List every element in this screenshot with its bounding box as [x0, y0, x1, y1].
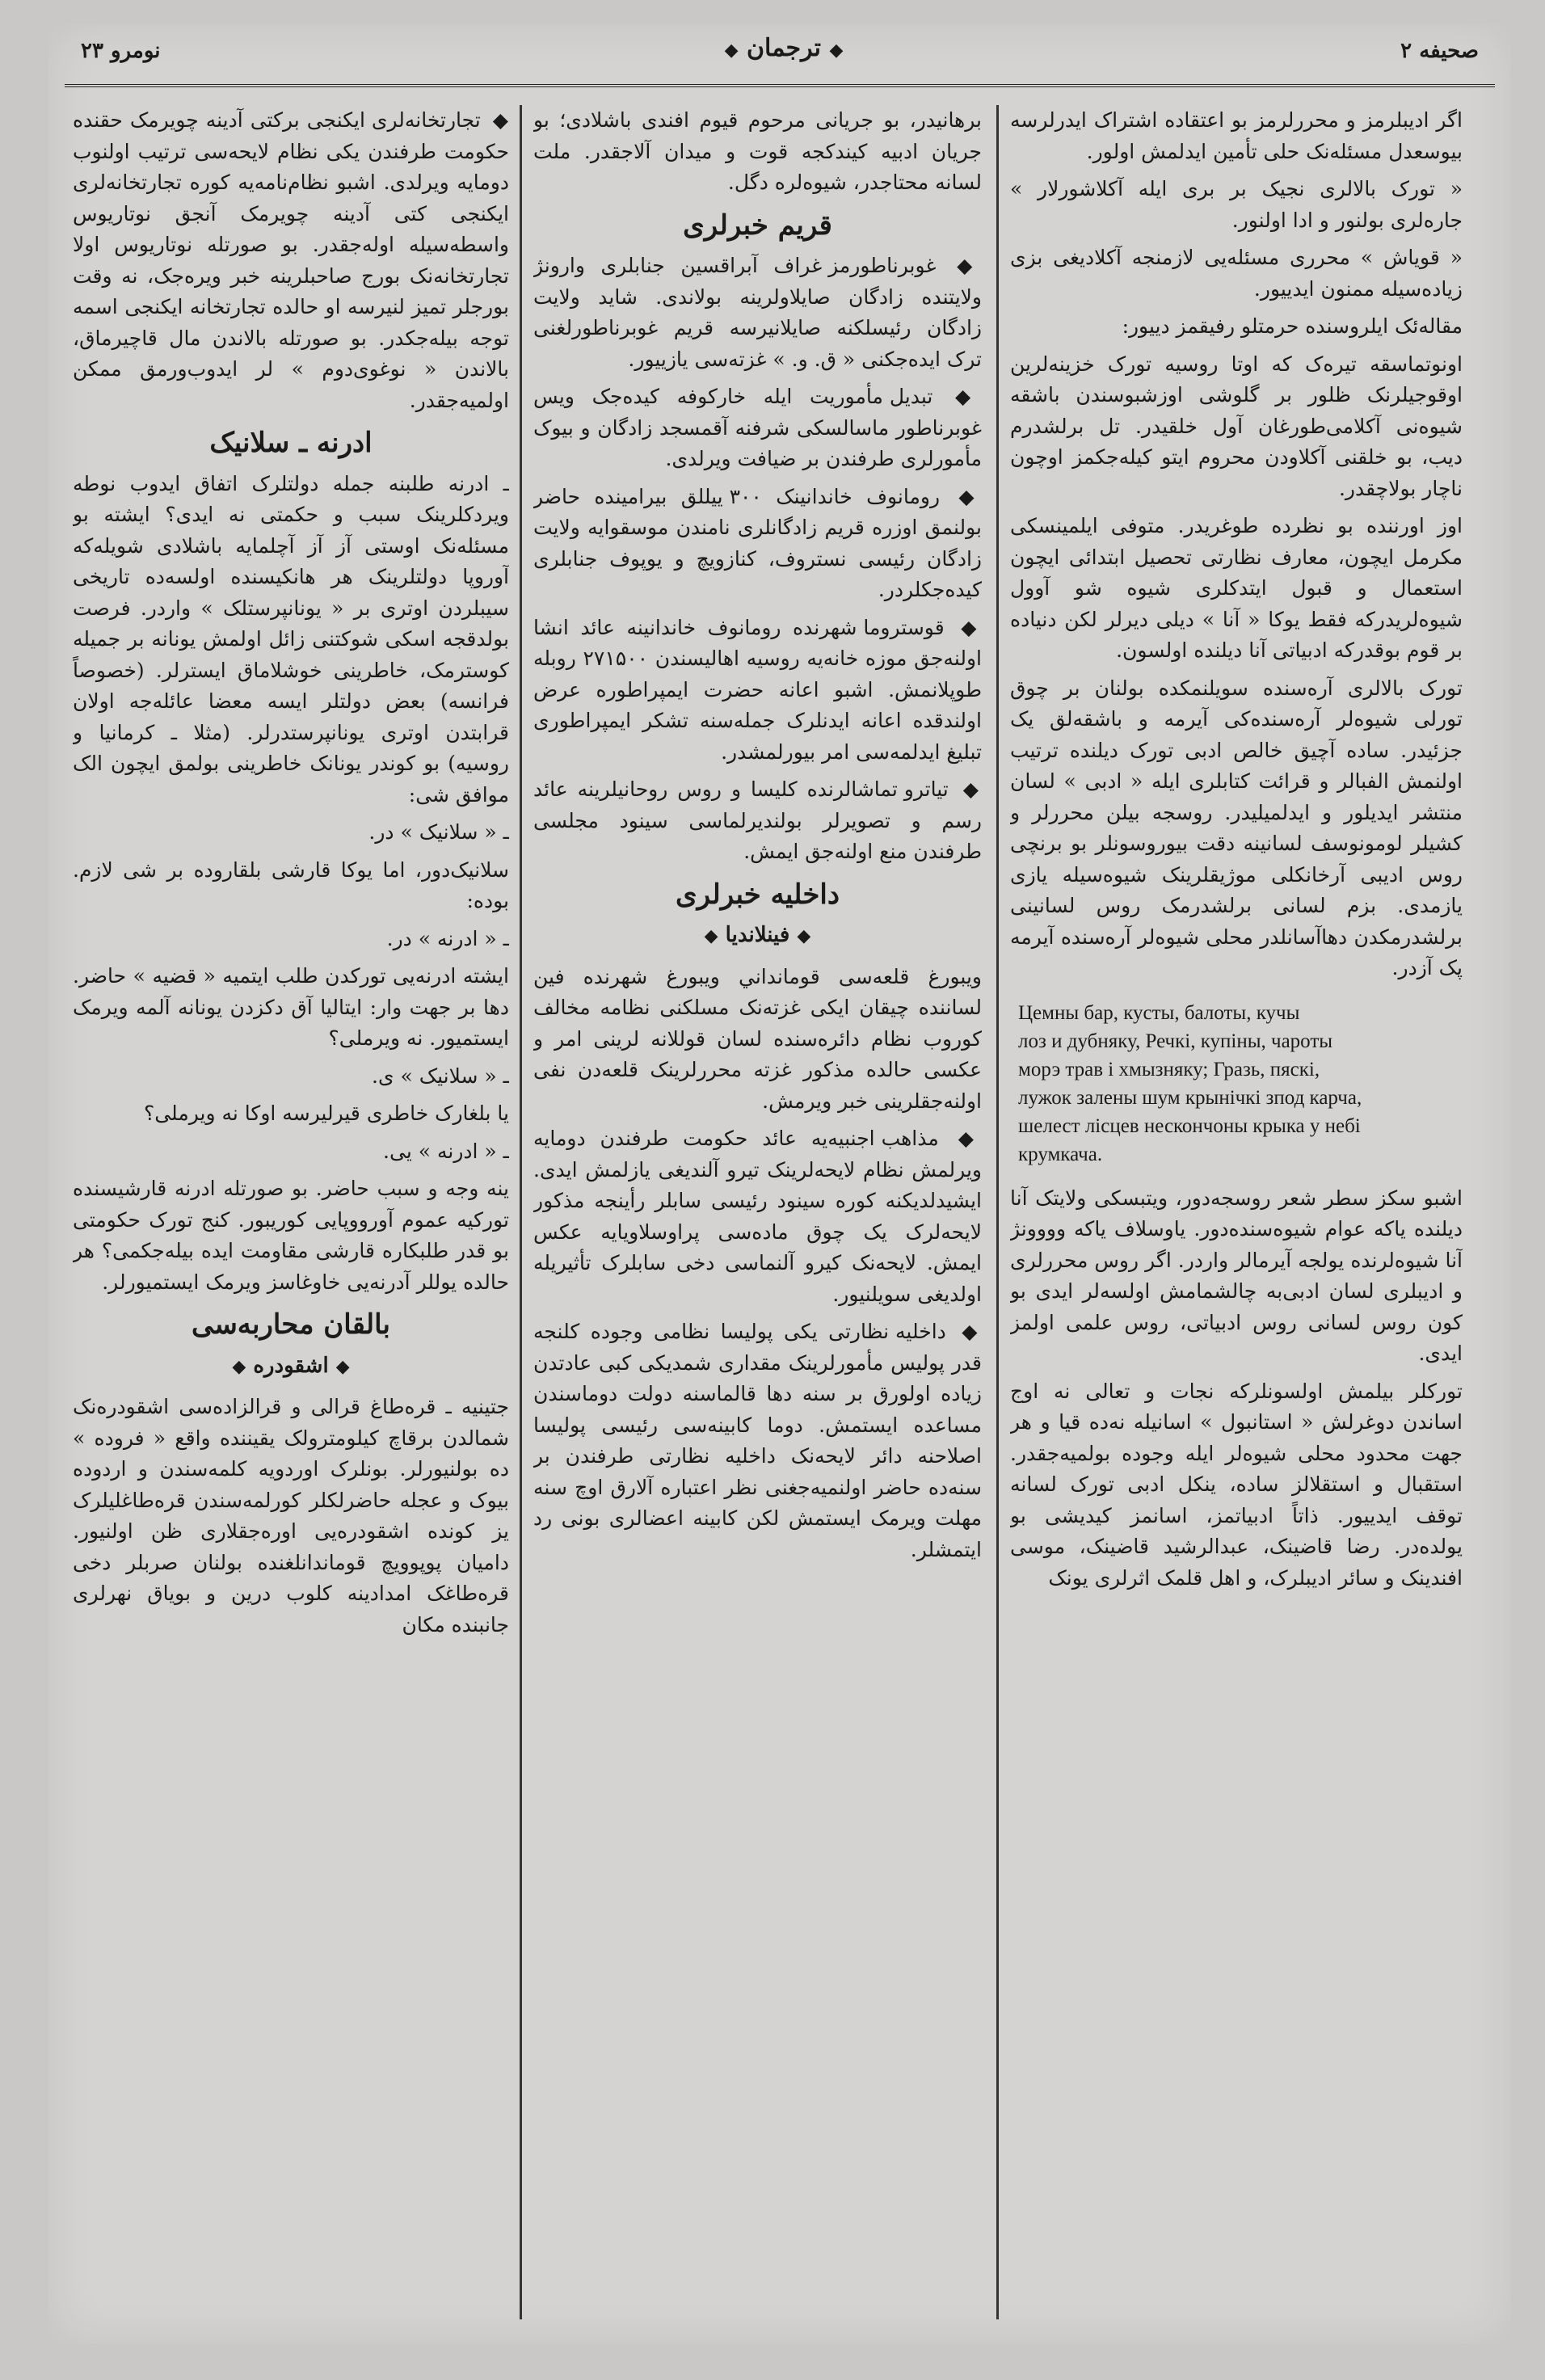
issue-number: نومرو ۲۳ [81, 39, 161, 63]
ornament-icon: ◆ [797, 925, 811, 946]
subheading-text: اشقودره [253, 1353, 329, 1378]
article-paragraph: « تورک بالالری نجیک بر بری ایله آکلاشورلار » جاره‌لری بولنور و ادا اولنور. [1010, 177, 1463, 232]
section-heading-domestic: داخلیه خبرلری [676, 878, 840, 911]
ornament-icon: ◆ [335, 1355, 350, 1377]
article-paragraph: تورک بالالری آره‌سنده سویلنمکده بولنان بر چوق تورلی شیوه‌لر آره‌سنده‌کی آیرمه و باشقه‌لق یک جزئیدر. ساده آچیق خالص ادبی تورک دیلنده ترتیب اولنمش الفبالر و قرائت کتابلری ایله « ادبی » لسان منتشر ایدیلور و ایدلمیلیدر. روسجه بیلن محررلر و کشیلر لومونوسف لسانینه دقت بیوروسونلر بو برنچی روس ادیبی آرخانکلی موژیقلرینک شیوه‌سیله یازی یازمدی. بزم لسانی برلشدرمک روس لسانینی برلشدرمکدن دهاآسانلدر محلی شیوه‌لر آره‌سنده آیرمه پک آزدر. [1010, 676, 1463, 979]
diamond-bullet-icon: ◆ [961, 615, 982, 639]
poem-line: лоз и дубняку, Речкi, купiны, чароты [1018, 1030, 1333, 1052]
news-text: غوبرناطورمز غراف آبراقسین جنابلری وارونژ ولایتنده زادگان صایلاولرینه بولاندی. شاید ولایت زادگان رئیسلکنه صایلانیرسه قریم غوبرناطورلغنی ترک ایده‌جکنی « ق. و. » غزته‌سی یازییور. [533, 254, 982, 371]
diamond-bullet-icon: ◆ [962, 777, 982, 801]
newspaper-page [48, 24, 1511, 2344]
diamond-bullet-icon: ◆ [958, 1127, 982, 1150]
subheading-scutari [73, 1350, 509, 1383]
news-item [533, 1316, 982, 1565]
header-rule [65, 84, 1495, 87]
article-paragraph: ایشته ادرنه‌یی تورکدن طلب ایتمیه « قضیه » حاضر. دها بر جهت وار: ایتالیا آق دکزدن یونانه آلمه ویرمک ایستمیور. نه ویرملی؟ [73, 964, 509, 1050]
ornament-icon: ◆ [724, 40, 739, 61]
news-item [533, 774, 982, 868]
article-paragraph: اوز اورننده بو نظرده طوغریدر. متوفی ایلمینسکی مکرمل ایچون، معارف نظارتی تحصیل ابتدائی ایچون استعمال و قبول ایتدکلری شیوه شو آوول شیوه‌لریدرکه فقط یوکا « آنا » دیلی دیرلر لکن دنیاده بر قوم بوقدرکه ادبیاتی آنا دیلنده اولسون. [1010, 514, 1463, 662]
article-paragraph: ویبورغ قلعه‌سی قومانداني ویبورغ شهرنده فین لساننده چیقان ایکی غزته‌نک مسلکنی نظامه مخالف کوروب نظام دائره‌سنده لسان قوللانه لرینی امر و عکسی حالده مذکور غزته محررلرینک قلعه‌دن نفی اولنه‌جقلرینی خبر ویرمش. [533, 964, 982, 1113]
news-text: تیاترو تماشالرنده کلیسا و روس روحانیلرینه عائد رسم و تصویرلر بولندیرلماسی سینود مجلسی طرفندن منع اولنه‌جق ایمش. [533, 777, 982, 863]
article-paragraph: ـ « سلانیک » در. [368, 820, 509, 844]
article-paragraph: تورکلر بیلمش اولسونلرکه نجات و تعالی نه اوج اساندن دوغرلش « استانبول » اسانیله نه‌ده قیا و هر جهت محدود محلی شیوه‌لر ایله وجوده بولمیه‌جقدر. استقبال و استقلالز ساده، ینکل ادبی تورک لسانه توقف ایدییور. ذاتاً ادبیاتمز، اسانمز کیدیشی بو یولده‌در. رضا قاضینک، عبدالرشید قاضینک، موسی افندینک و سائر ادیبلرک، و اهل قلمک اثرلری یونک [1010, 1379, 1463, 1590]
section-heading-crimea: قریم خبرلری [683, 209, 832, 242]
news-text: رومانوف خاندانینک ۳۰۰ ییللق بیرامینده حاضر بولنمق اوزره قریم زادگانلری نامندن موسقوایه ولایت زادگان رئیسی نستروف، کنازویچ و یوپوف جنابلری کیده‌جکلردر. [533, 484, 982, 601]
poem-line: лужок залены шум крынiчкi зпод карча, [1018, 1086, 1362, 1109]
news-text: مذاهب اجنبیه‌یه عائد حکومت طرفندن دومایه ویرلمش نظام لایحه‌لرینک تیرو آلندیغی یازلمش ایدی. ایشیدلدیکنه کوره سینود رئیسی سابلر رأینجه مذکور لایحه‌لرک یک چوق ماده‌سی پراوسلاویایه عکس ایمش. لایحه‌نک کیرو آلنماسی دخی سابلرک تأثیریله اولدیغی سویلنیور. [533, 1127, 982, 1306]
diamond-bullet-icon: ◆ [958, 484, 982, 508]
article-paragraph: برهانیدر، بو جریانی مرحوم قیوم افندی باشلادی؛ بو جریان ادبیه کیندکجه قوت و میدان آلاجقدر. ملت لسانه محتاجدر، شیوه‌لره دگل. [533, 108, 982, 194]
ornament-icon: ◆ [829, 40, 844, 61]
news-item [533, 381, 982, 475]
article-paragraph: ـ ادرنه‌ طلبنه جمله دولتلرک اتفاق ایدوب نوطه ویردکلرینک سبب و حکمتی نه ایدی؟ ایشته بو مسئله‌نک اوستی آز آز آچلمایه باشلادی شویله‌که آوروپا دولتلرینک هر هانکیسنده اولسه‌ده تاریخی سیبلردن اوتری بر « یونانپرستلک » واردر. فرصت بولدقجه اسکی شوکتنی زائل اولمش یونانه بر جمیله کوسترمک، خاطرینی خوشلاماق ایسترلر. (خصوصاً فرانسه) بعض دولتلر ایسه معضا عائله‌جه اولان قرابتدن اوتری یونانپرستدرلر. (مثلا ـ کرمانیا و روسیه) بو کوندر یونانک خاطرینی بولمق ایچون الک موافق شی: [73, 471, 509, 807]
article-paragraph: سلانیک‌دور، اما یوکا قارشی بلقاروده بر شی لازم. بوده: [73, 857, 509, 912]
news-text: تبدیل مأموریت ایله خارکوفه کیده‌جک ویس غوبرناطور ماسالسکی شرفنه آقمسجد زادگان و بیوک مأمورلری طرفندن بر ضیافت ویرلدی. [533, 385, 982, 470]
news-item [533, 613, 982, 769]
page-header [48, 24, 1511, 81]
article-quote: اونوتماسقه تیره‌ک که اوتا روسیه تورک خزینه‌لرین اوقوجیلرنک ظلور بر گلوشی اوزشبوسندن باشقه شیوه‌نی آکلامی‌طورغان آول خلقیدر. تل برلشدرم دیب، بو خلقنی آکلاودن محروم ایتو کیله‌جکمز اوچون ناچار بولاچقدر. [1010, 352, 1463, 500]
article-paragraph: اشبو سکز سطر شعر روسجه‌دور، ویتبسکی ولایتک آنا دیلنده یاکه عوام شیوه‌سنده‌دور. یاوسلاف یاکه وووونژ آنا شیوه‌لرنده یولجه آیرمالر واردر. اگر روس محررلری و ادیبلری لسان ادبی‌به چالشمامش اولسه‌لر ایدی بو کون روس لسانی روس ادبیاتی، روس علمی اولمز ایدی. [1010, 1186, 1463, 1365]
newspaper-title: ترجمان [747, 34, 821, 62]
diamond-bullet-icon: ◆ [957, 254, 982, 277]
poem-line: шелест лiсцев нескончоны крыка у небi [1018, 1114, 1361, 1137]
diamond-bullet-icon: ◆ [962, 1320, 982, 1343]
poem-line: Цемны бар, кусты, балоты, кучы [1018, 1001, 1300, 1024]
page-number: صحیفه ۲ [1400, 39, 1479, 63]
news-item [73, 105, 509, 416]
news-item [533, 1123, 982, 1310]
section-heading-edirne: ادرنه ـ سلانیک [209, 427, 373, 459]
article-paragraph: ـ « ادرنه » در. [386, 926, 509, 950]
diamond-bullet-icon: ◆ [492, 108, 509, 132]
column-divider [520, 105, 522, 2319]
article-paragraph: مقاله‌ئک ایلروسنده حرمتلو رفیقمز دییور: [1122, 314, 1463, 338]
article-paragraph: جتینیه ـ قره‌طاغ قرالی و قرالزاده‌سی اشقودره‌نک شمالدن برقاچ کیلومترولک یقیننده واقع « فروده » ده بولنیورلر. بونلرک اوردویه کلمه‌سندن و اردوده بیوک و عجله حاضرلکلر کورلمه‌سندن قره‌طاغلیلرک یز کونده اشقودره‌یی اوره‌جقلاری ظن اولنیور. دامیان پوپوویچ قوماندانلغنده بولنان صربلر دخی قره‌طاغک امدادینه کلوب درین و بویاق نهرلری جانبنده مکان [73, 1395, 509, 1637]
news-text: داخلیه نظارتی یکی پولیسا نظامی وجوده کلنجه قدر پولیس مأمورلرینک مقداری شمدیکی کبی عادتدن زیاده اولورق بر سنه دها قالماسنه دولت دوماسندن مساعده ایستمش. دوما کابینه‌سی رئیسی پولیسا اصلاحنه دائر لایحه‌نک داخلیه نظارتی طرفندن بر سنه‌ده حاضر اولنمیه‌جغنی نظر اعتباره آلارق اوچ سنه مهلت ویرمک ایستمش لکن کابینه اعضالری بونی رد ایتمشلر. [533, 1320, 982, 1561]
left-column [73, 105, 509, 2319]
right-column [1010, 105, 1463, 2319]
column-divider [996, 105, 999, 2319]
cyrillic-poem [1018, 999, 1454, 1169]
middle-column [533, 105, 982, 2319]
article-paragraph: « قویاش » محرری مسئله‌یی لازمنجه آکلادیغی بزی زیاده‌سیله ممنون ایدییور. [1010, 246, 1463, 301]
ornament-icon: ◆ [704, 925, 718, 946]
article-paragraph: ـ « سلانیک » ی. [372, 1064, 509, 1088]
news-item [533, 251, 982, 375]
news-text: قوستروما شهرنده رومانوف خاندانینه عائد انشا اولنه‌جق موزه خانه‌یه روسیه اهالیسندن ۲۷۱۵۰۰ روبله طوپلانمش. اشبو اعانه حضرت ایمپراطوره عرض اولندقده اعانه ایدنلرک جمله‌سنه تشکر ایمپراطوری تبلیغ ایدلمه‌سی امر بیورلمشدر. [533, 615, 982, 764]
article-paragraph: اگر ادیبلرمز و محررلرمز بو اعتقاده اشتراک ایدرلرسه بیوسعدل مسئله‌نک حلی تأمین ایدلمش اولور. [1010, 108, 1463, 163]
article-paragraph: ـ « ادرنه » یی. [383, 1139, 509, 1163]
diamond-bullet-icon: ◆ [955, 385, 982, 408]
section-heading-balkan: بالقان محاربه‌سی [191, 1308, 390, 1341]
poem-line: крумкача. [1018, 1143, 1103, 1165]
news-item [533, 482, 982, 606]
poem-line: морэ трав i хмызняку; Гразь, пяскi, [1018, 1058, 1320, 1080]
subheading-text: فینلاندیا [725, 923, 790, 947]
ornament-icon: ◆ [232, 1355, 246, 1377]
article-paragraph: ینه وجه و سبب حاضر. بو صورتله ادرنه قارشیسنده تورکیه عموم آورووپایی کوریبور. کنج تورک حکومتی بو قدر طلبکاره قارشی مقاومت ایده بیله‌جکمی؟ هر حالده یوللر آدرنه‌یی خاوغاسز ویرمک ایستمیورلر. [73, 1177, 509, 1294]
newspaper-title-block [679, 34, 889, 62]
news-text: تجارتخانه‌لری ایکنجی برکتی آدینه چویرمک حقنده حکومت طرفندن یکی نظام لایحه‌سی ترتیب اولنوب دومایه ویرلدی. اشبو نظام‌نامه‌یه کوره تجارتخانه‌لری ایکنجی کتی آدینه چویرمک آنجق نوتاریوس واسطه‌سیله اوله‌جقدر. بو صورتله نوتاریوس اولا تجارتخانه‌نک بورج صاحبلرینه خبر ویره‌جک، نه وقت بورجلر تمیز لنیرسه او حالده تجارتخانه ایکنجی اسمه توجه بیله‌جکدر. بو صورتله بالاندن مال قاچیرماق، بالاندن « نوغوی‌دوم » لر ایدوب‌ورمق ممکن اولمیه‌جقدر. [73, 108, 509, 412]
subheading-finland [533, 920, 982, 952]
article-paragraph: یا بلغارک خاطری قیرلیرسه اوکا نه ویرملی؟ [143, 1102, 509, 1125]
